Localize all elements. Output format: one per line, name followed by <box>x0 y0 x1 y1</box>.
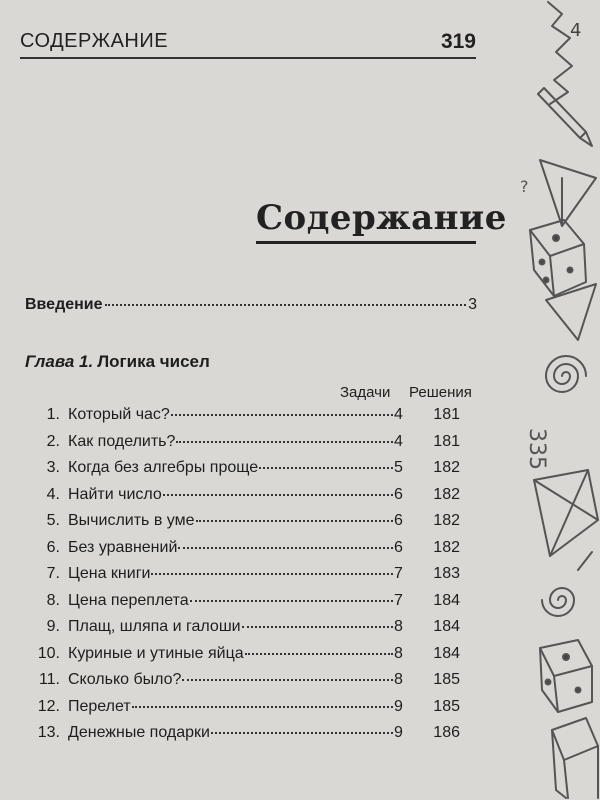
toc-title-underline <box>256 241 476 244</box>
entry-solution-page: 185 <box>433 671 460 688</box>
entry-title: Без уравнений <box>68 538 178 556</box>
entry-task-page: 8 <box>394 618 403 635</box>
running-header <box>20 30 476 56</box>
entry-task-page: 4 <box>394 406 403 423</box>
entry-task-page: 8 <box>394 644 403 662</box>
dot-leader <box>196 520 394 522</box>
spiral-icon <box>542 552 592 616</box>
entry-solution-page: 183 <box>433 565 460 582</box>
entry-number: 9. <box>46 618 60 635</box>
entry-number: 2. <box>46 432 60 450</box>
dot-leader <box>259 467 393 469</box>
pyramid-icon <box>534 470 598 556</box>
toc-entry[interactable] <box>22 486 472 508</box>
toc-entry[interactable] <box>22 459 472 481</box>
entry-title: Сколько было? <box>68 671 182 688</box>
cube-icon <box>552 718 598 798</box>
entry-title: Перелет <box>68 697 131 715</box>
entry-task-page: 8 <box>394 671 403 688</box>
entry-solution-page: 181 <box>433 432 460 450</box>
entry-title: Вычислить в уме <box>68 512 195 529</box>
entry-title: Цена книги <box>68 565 151 582</box>
toc-entry[interactable] <box>22 671 472 693</box>
entry-solution-page: 184 <box>433 644 460 662</box>
intro-label: Введение <box>25 296 103 313</box>
column-header-tasks: Задачи <box>340 384 391 401</box>
question-mark-glyph: ? <box>520 177 529 196</box>
entry-number: 3. <box>46 459 60 476</box>
entry-number: 6. <box>46 538 60 556</box>
toc-entry[interactable] <box>22 724 472 746</box>
entry-title: Куриные и утиные яйца <box>68 644 244 662</box>
toc-intro-row[interactable] <box>25 296 477 318</box>
decorative-sketch-border <box>500 0 600 800</box>
running-header-title: СОДЕРЖАНИЕ <box>20 30 169 52</box>
sketch-digit: 4 <box>570 20 582 41</box>
toc-entry[interactable] <box>22 592 472 614</box>
toc-entry[interactable] <box>22 698 472 720</box>
entry-solution-page: 185 <box>433 697 460 715</box>
toc-title: Содержание <box>256 198 507 238</box>
chapter-name: Логика чисел <box>97 352 210 371</box>
entry-title: Как поделить? <box>68 432 176 450</box>
toc-entry[interactable] <box>22 406 472 428</box>
entry-task-page: 5 <box>394 459 403 476</box>
entry-task-page: 6 <box>394 485 403 503</box>
dot-leader <box>245 653 393 655</box>
chapter-label: Глава 1. <box>25 352 94 371</box>
entry-title: Денежные подарки <box>68 724 210 741</box>
entry-title: Который час? <box>68 406 170 423</box>
sketch-numbers: 335 <box>524 428 549 470</box>
zigzag-icon <box>548 2 572 104</box>
toc-entry[interactable] <box>22 565 472 587</box>
dot-leader <box>182 679 393 681</box>
entry-task-page: 4 <box>394 432 403 450</box>
chapter-heading <box>25 352 210 372</box>
dot-leader <box>176 441 393 443</box>
entry-solution-page: 182 <box>433 538 460 556</box>
entry-solution-page: 182 <box>433 512 460 529</box>
entry-solution-page: 184 <box>433 618 460 635</box>
entry-title: Цена переплета <box>68 591 189 609</box>
entry-number: 13. <box>37 724 60 741</box>
toc-entry[interactable] <box>22 618 472 640</box>
entry-task-page: 7 <box>394 591 403 609</box>
entry-number: 4. <box>46 485 60 503</box>
spiral-icon <box>546 356 586 392</box>
dot-leader <box>171 414 393 416</box>
intro-page-number: 3 <box>468 296 477 313</box>
dot-leader <box>242 626 393 628</box>
dot-leader <box>132 706 393 708</box>
dice-icon <box>540 640 592 712</box>
entry-solution-page: 182 <box>433 485 460 503</box>
triangle-icon <box>540 160 596 226</box>
pencil-icon <box>538 88 592 146</box>
dot-leader <box>151 573 393 575</box>
entry-number: 7. <box>46 565 60 582</box>
dice-icon <box>530 220 586 296</box>
entry-title: Найти число <box>68 485 162 503</box>
dot-leader <box>190 600 393 602</box>
entry-number: 11. <box>38 671 60 688</box>
entry-task-page: 6 <box>394 538 403 556</box>
header-rule <box>20 57 476 59</box>
page-number: 319 <box>440 30 476 53</box>
entry-solution-page: 186 <box>433 724 460 741</box>
entry-number: 1. <box>46 406 60 423</box>
entry-solution-page: 184 <box>433 591 460 609</box>
entry-task-page: 7 <box>394 565 403 582</box>
dot-leader <box>163 494 393 496</box>
entry-task-page: 9 <box>394 697 403 715</box>
toc-entry[interactable] <box>22 433 472 455</box>
toc-entry[interactable] <box>22 512 472 534</box>
toc-entry[interactable] <box>22 645 472 667</box>
entry-solution-page: 182 <box>433 459 460 476</box>
dot-leader <box>105 304 467 306</box>
entry-task-page: 6 <box>394 512 403 529</box>
entry-task-page: 9 <box>394 724 403 741</box>
dot-leader <box>178 547 393 549</box>
entry-number: 5. <box>46 512 60 529</box>
entry-number: 12. <box>37 697 60 715</box>
entry-number: 10. <box>37 644 60 662</box>
column-header-solutions: Решения <box>409 384 472 401</box>
entry-number: 8. <box>46 591 60 609</box>
entry-title: Когда без алгебры проще <box>68 459 259 476</box>
toc-entry[interactable] <box>22 539 472 561</box>
entry-title: Плащ, шляпа и галоши <box>68 618 241 635</box>
entry-solution-page: 181 <box>433 406 460 423</box>
dot-leader <box>211 732 393 734</box>
